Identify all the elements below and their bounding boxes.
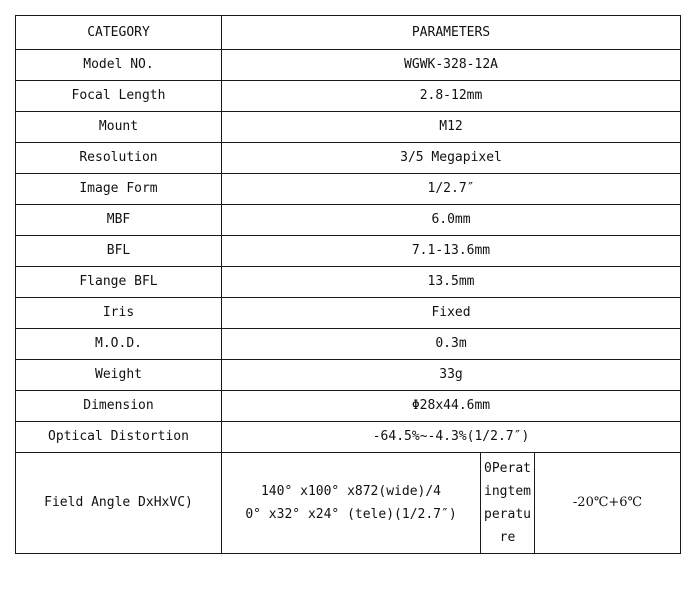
row-label: Mount (16, 112, 222, 143)
table-row (16, 422, 681, 453)
table-row (16, 81, 681, 112)
row-value: WGWK-328-12A (222, 50, 681, 81)
row-value: 2.8-12mm (222, 81, 681, 112)
table-row (16, 236, 681, 267)
row-label: Model NO. (16, 50, 222, 81)
header-parameters: PARAMETERS (222, 16, 681, 50)
temp-label-part-4: re (499, 530, 516, 545)
row-label: Optical Distortion (16, 422, 222, 453)
row-value: 1/2.7″ (222, 174, 681, 205)
operating-temperature-value: -20℃+6℃ (535, 453, 681, 554)
row-value: M12 (222, 112, 681, 143)
table-row (16, 391, 681, 422)
table-row (16, 143, 681, 174)
row-value: -64.5%~-4.3%(1/2.7″) (222, 422, 681, 453)
field-angle-row (16, 453, 681, 554)
temp-label-part-1: 0Perat (484, 461, 531, 476)
field-angle-value (222, 453, 481, 554)
row-label: Image Form (16, 174, 222, 205)
row-label: Focal Length (16, 81, 222, 112)
row-value: Fixed (222, 298, 681, 329)
row-value: 13.5mm (222, 267, 681, 298)
row-label: Dimension (16, 391, 222, 422)
row-label: Flange BFL (16, 267, 222, 298)
header-category: CATEGORY (16, 16, 222, 50)
table-row (16, 50, 681, 81)
table-row (16, 360, 681, 391)
row-value: 33g (222, 360, 681, 391)
row-value: 0.3m (222, 329, 681, 360)
table-row (16, 205, 681, 236)
row-label: Iris (16, 298, 222, 329)
temp-label-part-2: ingtem (484, 484, 531, 499)
table-row (16, 112, 681, 143)
row-label: MBF (16, 205, 222, 236)
row-value: 3/5 Megapixel (222, 143, 681, 174)
header-row (16, 16, 681, 50)
row-label: Resolution (16, 143, 222, 174)
field-angle-label: Field Angle DxHxVC) (16, 453, 222, 554)
row-value: 6.0mm (222, 205, 681, 236)
field-angle-line-2: 0° x32° x24° (tele)(1/2.7″) (245, 507, 457, 522)
row-label: M.O.D. (16, 329, 222, 360)
row-value: 7.1-13.6mm (222, 236, 681, 267)
field-angle-line-1: 140° x100° x872(wide)/4 (260, 484, 441, 499)
row-label: Weight (16, 360, 222, 391)
row-value: Φ28x44.6mm (222, 391, 681, 422)
temp-label-part-3: peratu (484, 507, 531, 522)
table-row (16, 329, 681, 360)
table-row (16, 298, 681, 329)
row-label: BFL (16, 236, 222, 267)
table-row (16, 267, 681, 298)
table-row (16, 174, 681, 205)
spec-table (15, 15, 681, 554)
operating-temperature-label (481, 453, 535, 554)
